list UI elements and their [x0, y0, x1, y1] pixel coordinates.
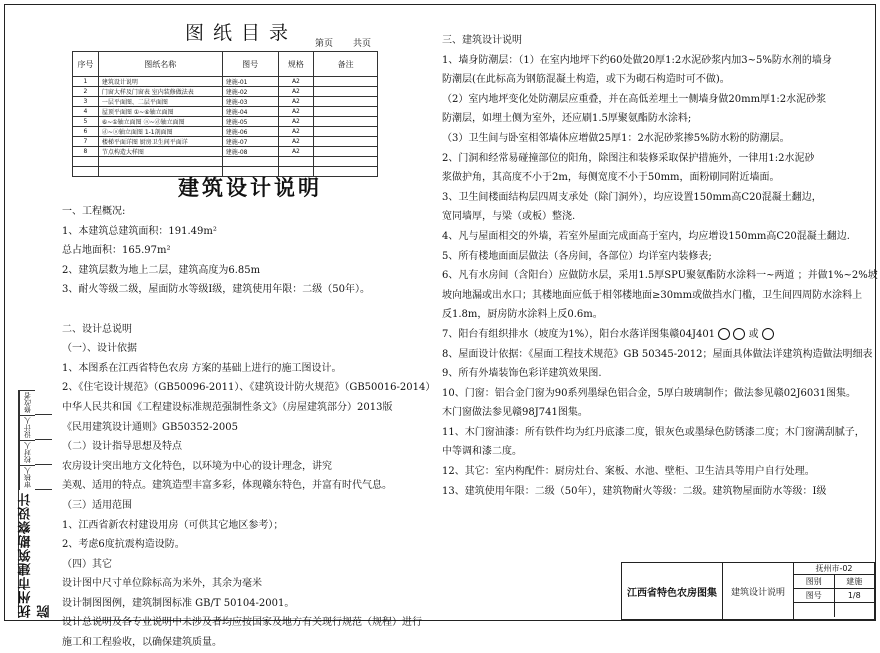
text-line — [62, 241, 442, 261]
text-line-content: 总占地面积：165.97m² — [62, 245, 171, 257]
strip-cell-designer: 设计人 — [19, 415, 35, 440]
row-note — [314, 137, 378, 147]
row-name: 节点构造大样图 — [98, 147, 222, 157]
text-line — [442, 90, 872, 110]
row-code: 建施-02 — [222, 87, 278, 97]
row-name: 楼梯平面详图 厨房卫生间平面详 — [98, 137, 222, 147]
category-value: 建施 — [846, 577, 863, 586]
text-line-content: 6、凡有水房间（含阳台）应做防水层，采用1.5厚SPU聚氨酯防水涂料一~两道 ；并做1%~2%坡 — [442, 270, 878, 282]
text-line — [62, 378, 442, 398]
text-line-content: （二）设计指导思想及特点 — [62, 441, 182, 453]
document-title: 建筑设计说明 — [178, 175, 322, 200]
text-line — [442, 462, 872, 482]
text-line-content: 13、建筑使用年限：二级（50年），建筑物耐火等级：二级。建筑物屋面防水等级：Ⅰ级 — [442, 485, 827, 497]
drawing-index-table — [72, 51, 378, 177]
text-line — [442, 31, 872, 51]
text-line — [62, 418, 442, 438]
text-line — [442, 188, 872, 208]
text-line — [442, 247, 872, 267]
text-line — [442, 149, 872, 169]
text-line-content: 1、本建筑总建筑面积：191.49m² — [62, 225, 217, 237]
strip-cell-blank — [35, 390, 52, 415]
table-row — [73, 107, 378, 117]
text-line-content: 2、考虑6度抗震构造设防。 — [62, 539, 185, 551]
row-no: 7 — [73, 137, 99, 147]
text-line-content: 12、其它：室内构配件：厨房灶台、案板、水池、壁柜、卫生洁具等用户自行处理。 — [442, 466, 815, 478]
detail-symbol — [762, 328, 774, 340]
row-code: 建施-06 — [222, 127, 278, 137]
text-line-content: 5、所有楼地面面层做法（各房间，各部位）均详室内装修表; — [442, 250, 712, 262]
text-line — [442, 286, 872, 306]
text-line-content: 宽同墙厚，与梁（或板）整浇. — [442, 211, 576, 223]
row-code: 建施-04 — [222, 107, 278, 117]
text-line — [62, 398, 442, 418]
row-size: A2 — [278, 117, 314, 127]
text-line — [62, 535, 442, 555]
row-note — [314, 97, 378, 107]
header-size: 规格 — [278, 52, 314, 77]
strip-cell-checker: 校对人 — [19, 440, 35, 465]
text-line — [442, 403, 872, 423]
right-column — [442, 31, 878, 501]
text-line-content: 浆做护角，其高度不小于2m，每侧宽度不小于50mm，面粉刷同附近墙面。 — [442, 172, 780, 184]
row-no: 2 — [73, 87, 99, 97]
table-row — [73, 87, 378, 97]
row-size: A2 — [278, 127, 314, 137]
table-row — [73, 117, 378, 127]
text-line — [442, 384, 872, 404]
text-line — [62, 457, 442, 477]
table-row — [73, 147, 378, 157]
text-line-content: 3、耐火等级二级，屋面防水等级Ⅰ级，建筑使用年限：二级（50年）。 — [62, 284, 371, 296]
text-line-content: 木门窗做法参见赣98J741图集。 — [442, 407, 588, 419]
text-line — [62, 574, 442, 594]
index-title: 图纸目录 — [185, 22, 298, 44]
row-no: 4 — [73, 107, 99, 117]
table-header-row — [73, 52, 378, 77]
text-line-content: 防潮层(在此标高为钢筋混凝土构造，或下为砌石构造时可不做)。 — [442, 74, 730, 86]
left-column — [62, 202, 442, 653]
text-line-content: 1、墙身防潮层：（1）在室内地坪下约60处做20厚1:2水泥砂浆内加3~5%防水剂的墙身 — [442, 54, 832, 66]
text-line — [62, 222, 442, 242]
text-line — [442, 305, 872, 325]
text-line — [442, 51, 872, 71]
table-row — [73, 97, 378, 107]
text-line-content: 三、建筑设计说明 — [442, 35, 522, 46]
row-note — [314, 117, 378, 127]
text-line-content: 1、本图系在江西省特色农房 方案的基础上进行的施工图设计。 — [62, 362, 342, 374]
text-line-content: 1、江西省新农村建设用房（可供其它地区参考）； — [62, 519, 284, 531]
row-note — [314, 87, 378, 97]
number-value: 1/8 — [847, 591, 861, 600]
row-note — [314, 77, 378, 87]
strip-cell-blank — [35, 415, 52, 440]
row-no: 5 — [73, 117, 99, 127]
text-line-content: （一）、设计依据 — [62, 343, 137, 355]
row-code: 建施-01 — [222, 77, 278, 87]
header-note: 备注 — [314, 52, 378, 77]
detail-symbols — [715, 329, 774, 340]
text-line — [442, 442, 872, 462]
text-line-content: （三）适用范围 — [62, 499, 132, 511]
text-line-content: 中华人民共和国《工程建设标准规范强制性条文》（房屋建筑部分）2013版 — [62, 401, 393, 413]
text-line — [442, 129, 872, 149]
text-line — [62, 202, 442, 222]
row-no: 1 — [73, 77, 99, 87]
sheet-code: 抚州市-02 — [794, 563, 874, 575]
text-line-content: 10、门窗：铝合金门窗为90系列墨绿色铝合金，5厚白玻璃制作；做法参见赣02J6031图集。 — [442, 387, 856, 399]
header-code: 图号 — [222, 52, 278, 77]
text-line — [62, 613, 442, 633]
number-row — [794, 589, 874, 603]
category-label: 图别 — [794, 575, 835, 588]
table-row-blank — [73, 157, 378, 167]
text-line — [62, 359, 442, 379]
strip-cell-modifier: 修改者 — [19, 390, 35, 415]
number-label: 图号 — [794, 589, 835, 602]
detail-symbol — [718, 328, 730, 340]
row-note — [314, 147, 378, 157]
text-line-content: 一、工程概况: — [62, 206, 126, 217]
text-line — [62, 476, 442, 496]
text-line-content: 设计制图图例，建筑制图标准 GB/T 50104-2001。 — [62, 597, 295, 609]
text-line-content: 2、建筑层数为地上二层，建筑高度为6.85m — [62, 264, 261, 276]
row-size: A2 — [278, 97, 314, 107]
text-line — [442, 109, 872, 129]
row-code: 建施-08 — [222, 147, 278, 157]
text-line — [442, 325, 872, 345]
text-line-content: 2、门洞和经常易碰撞部位的阳角，除图注和装修采取保护措施外，一律用1:2水泥砂 — [442, 152, 815, 164]
text-line-content: 防潮层，如埋土侧为室外，还应刷1.5厚聚氨酯防水涂料; — [442, 113, 692, 125]
row-name: ⑥~①轴立面图 ⓐ~ⓓ轴立面图 — [98, 117, 222, 127]
text-line — [442, 266, 878, 286]
text-line-content: 9、所有外墙装饰色彩详建筑效果图. — [442, 368, 602, 380]
text-line-content: 7、阳台有组织排水（坡度为1%），阳台水落详图集赣04J401 — [442, 328, 716, 340]
text-line — [442, 207, 872, 227]
text-line-content: 2、《住宅设计规范》（GB50096-2011）、《建筑设计防火规范》（GB50016-2014） — [62, 382, 436, 394]
row-code: 建施-07 — [222, 137, 278, 147]
text-line — [442, 345, 872, 365]
title-block-rows — [794, 575, 874, 617]
strip-cell-blank — [35, 440, 52, 465]
text-line — [62, 261, 442, 281]
text-line-content: 设计图中尺寸单位除标高为米外，其余为毫米 — [62, 578, 262, 590]
text-line-content: 农房设计突出地方文化特色，以环境为中心的设计理念，讲究 — [62, 460, 332, 472]
row-name: 屋顶平面图 ①~⑥轴立面图 — [98, 107, 222, 117]
blank-row — [794, 603, 874, 617]
sheet-name: 建筑设计说明 — [723, 563, 794, 619]
text-line — [442, 364, 872, 384]
row-name: 门窗大样及门窗表 室内装修做法表 — [98, 87, 222, 97]
text-line — [62, 437, 442, 457]
row-size: A2 — [278, 147, 314, 157]
row-code: 建施-03 — [222, 97, 278, 107]
text-line-content: 坡向地漏或出水口；其楼地面应低于相邻楼地面≥30mm或做挡水门槛，卫生间四周防水涂料上 — [442, 289, 863, 301]
text-line — [442, 70, 872, 90]
text-line — [62, 633, 442, 653]
text-line-content: （2）室内地坪变化处防潮层应重叠，并在高低差埋土一侧墙身做20mm厚1:2水泥砂浆 — [442, 93, 827, 105]
text-line — [62, 496, 442, 516]
row-code: 建施-05 — [222, 117, 278, 127]
text-line-content: 二、设计总说明 — [62, 323, 132, 335]
row-size: A2 — [278, 107, 314, 117]
detail-symbol — [733, 328, 745, 340]
text-line-content: （3）卫生间与卧室相邻墙体应增做25厚1：2水泥砂浆掺5%防水粉的防潮层。 — [442, 132, 790, 144]
row-no: 8 — [73, 147, 99, 157]
header-no: 序号 — [73, 52, 99, 77]
text-line-content: 施工和工程验收，以确保建筑质量。 — [62, 637, 222, 649]
project-name: 江西省特色农房图集 — [622, 563, 723, 619]
table-row — [73, 127, 378, 137]
title-block — [621, 562, 875, 620]
text-line — [442, 168, 872, 188]
text-line-content: 4、凡与屋面相交的外墙，若室外屋面完成面高于室内，均应增设150mm高C20混凝土翻边. — [442, 230, 850, 242]
row-name: 建筑设计说明 — [98, 77, 222, 87]
text-line-content: 反1.8m，厨房防水涂料上反0.6m。 — [442, 309, 603, 321]
text-line-content: 3、卫生间楼面结构层四周支承处（除门洞外），均应设置150mm高C20混凝土翻边， — [442, 191, 822, 203]
table-row — [73, 77, 378, 87]
text-line — [62, 555, 442, 575]
text-line — [62, 320, 442, 340]
table-row — [73, 137, 378, 147]
index-page-info — [315, 36, 391, 49]
text-line-content: 《民用建筑设计通则》GB50352-2005 — [62, 421, 238, 433]
text-line — [442, 423, 872, 443]
side-strip — [18, 390, 51, 618]
header-name: 图纸名称 — [98, 52, 222, 77]
text-line — [62, 280, 442, 300]
row-size: A2 — [278, 77, 314, 87]
total-label: 共页 — [353, 39, 372, 49]
text-line — [62, 516, 442, 536]
organization-name: 抚州市建筑勘察设计院 — [18, 492, 53, 618]
text-line-content: （四）其它 — [62, 558, 112, 570]
text-line — [442, 482, 872, 502]
text-line — [62, 339, 442, 359]
row-name: 一层平面图、二层平面图 — [98, 97, 222, 107]
text-line — [62, 300, 442, 320]
strip-cell-reviewer: 审核人 — [19, 465, 35, 490]
text-line-content: 美观、适用的特点。建筑造型丰富多彩，体现赣东特色，并富有时代气息。 — [62, 480, 392, 492]
text-line-content: 设计总说明及各专业说明中未涉及者均应按国家及地方有关现行规范（规程）进行 — [62, 617, 422, 629]
text-line-content: 中等调和漆二度。 — [442, 446, 522, 458]
row-size: A2 — [278, 137, 314, 147]
row-note — [314, 127, 378, 137]
category-row — [794, 575, 874, 589]
text-line — [442, 227, 872, 247]
row-no: 3 — [73, 97, 99, 107]
text-line-content: 8、屋面设计依据：《屋面工程技术规范》GB 50345-2012；屋面具体做法详建筑构造做法明细表 — [442, 348, 873, 360]
row-no: 6 — [73, 127, 99, 137]
row-size: A2 — [278, 87, 314, 97]
detail-or: 或 — [748, 328, 759, 340]
text-line-content: 11、木门窗油漆：所有铁件均为红丹底漆二度，银灰色或墨绿色防锈漆二度；木门窗满刮腻子， — [442, 426, 865, 438]
row-name: ⓓ~ⓐ轴立面图 1-1剖面图 — [98, 127, 222, 137]
page-label: 第页 — [315, 39, 334, 49]
row-note — [314, 107, 378, 117]
text-line — [62, 594, 442, 614]
strip-cell-blank — [35, 465, 52, 490]
